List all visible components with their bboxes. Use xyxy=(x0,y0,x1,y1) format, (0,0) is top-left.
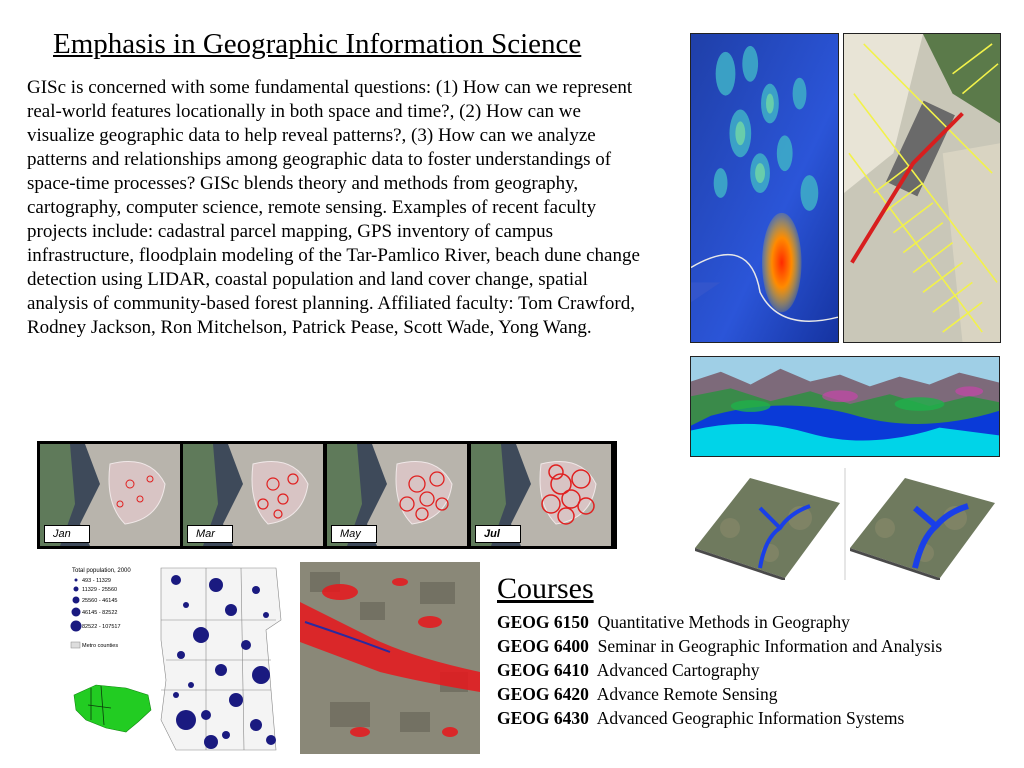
lidar-dune-image xyxy=(690,33,839,343)
course-code: GEOG 6410 xyxy=(497,660,589,680)
course-name: Quantitative Methods in Geography xyxy=(597,612,850,632)
course-code: GEOG 6420 xyxy=(497,684,589,704)
floodplain-3d-image xyxy=(690,468,1002,580)
legend-item: 25560 - 46145 xyxy=(82,598,118,604)
course-name: Advanced Cartography xyxy=(596,660,760,680)
legend-item: 493 - 11329 xyxy=(82,578,111,584)
course-name: Advance Remote Sensing xyxy=(596,684,778,704)
course-code: GEOG 6430 xyxy=(497,708,589,728)
legend-metro: Metro counties xyxy=(82,643,119,649)
month-panel-jan xyxy=(40,444,180,546)
course-item xyxy=(497,610,1017,634)
slide-title: Emphasis in Geographic Information Science xyxy=(53,28,582,60)
population-map-title: Total population, 2000 xyxy=(72,568,131,574)
population-map xyxy=(66,560,288,756)
month-label: Jul xyxy=(475,525,521,543)
legend-item: 46145 - 82522 xyxy=(82,610,118,616)
course-name: Advanced Geographic Information Systems xyxy=(596,708,905,728)
slide-body-text: GISc is concerned with some fundamental questions: (1) How can we represent real-world features locationally in both space and time?, (2) How can we visualize geographic data to help reveal patterns?, (3) How can we analyze patterns and relationships among geographic data to foster understandings of space-time processes? GISc blends theory and methods from geography, cartography, computer science, remote sensing. Examples of recent faculty projects include: cadastral parcel mapping, GPS inventory of campus infrastructure, floodplain modeling of the Tar-Pamlico River, beach dune change detection using LIDAR, coastal population and land cover change, spatial analysis of community-based forest planning. Affiliated faculty: Tom Crawford, Rodney Jackson, Ron Mitchelson, Patrick Pease, Scott Wade, Yong Wang. xyxy=(27,77,640,338)
month-panel-jul xyxy=(471,444,611,546)
legend-item: 11329 - 25560 xyxy=(82,587,118,593)
course-name: Seminar in Geographic Information and Analysis xyxy=(597,636,943,656)
course-item xyxy=(497,658,1017,682)
parcel-aerial-image xyxy=(843,33,1001,343)
terrain-3d-image xyxy=(690,356,1000,457)
course-code: GEOG 6400 xyxy=(497,636,589,656)
month-panel-may xyxy=(327,444,467,546)
landcover-river-image xyxy=(300,562,480,754)
courses-heading: Courses xyxy=(497,572,594,605)
course-code: GEOG 6150 xyxy=(497,612,589,632)
course-item xyxy=(497,682,1017,706)
course-item xyxy=(497,634,1017,658)
courses-section xyxy=(497,572,1017,730)
month-panel-mar xyxy=(183,444,323,546)
legend-item: 82522 - 107517 xyxy=(82,624,121,630)
month-label: Jan xyxy=(44,525,90,543)
monthly-change-strip xyxy=(37,441,617,549)
course-item xyxy=(497,706,1017,730)
month-label: May xyxy=(331,525,377,543)
month-label: Mar xyxy=(187,525,233,543)
